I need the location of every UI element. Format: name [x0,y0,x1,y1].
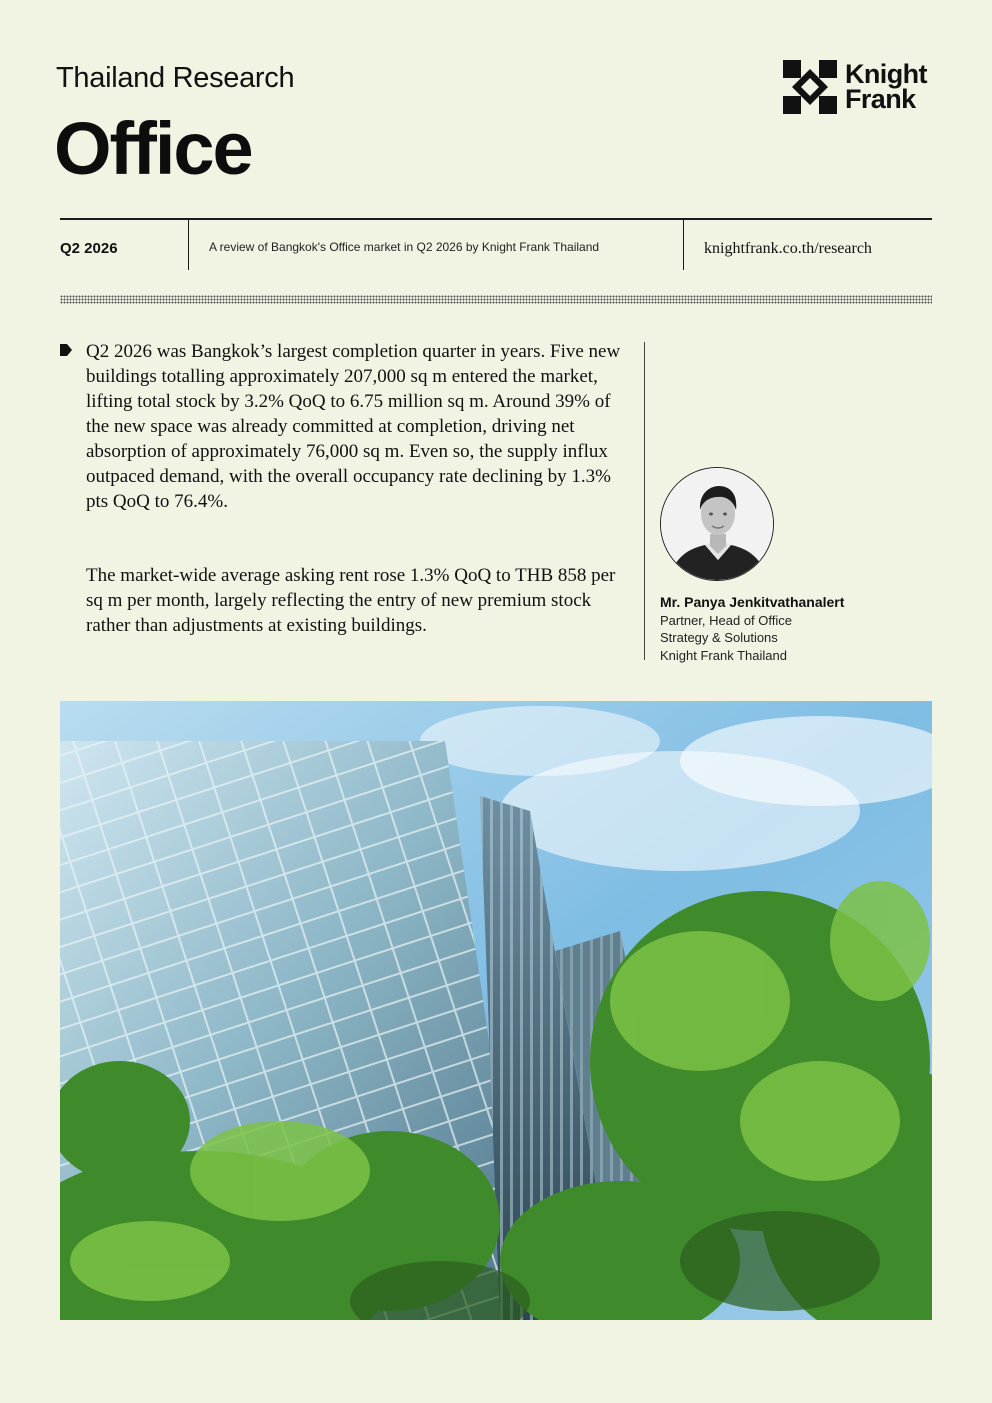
meta-divider [188,220,189,270]
research-website-link[interactable]: knightfrank.co.th/research [704,240,872,257]
logo-mark-icon [783,60,837,114]
dotted-divider [60,295,932,304]
author-name: Mr. Panya Jenkitvathanalert [660,594,845,610]
series-label: Thailand Research [56,62,295,94]
document-title: Office [54,107,252,190]
summary-paragraph: Q2 2026 was Bangkok’s largest completion quarter in years. Five new buildings totalling approximately 207,000 sq m entered the market, lifting total stock by 3.2% QoQ to 6.75 million sq m. Around 39% of the new space was already committed at completion, driving net absorption of approximately 76,000 sq m. Even so, the supply influx outpaced demand, with the overall occupancy rate declining by 1.3% pts QoQ to 76.4%. [86,341,621,512]
author-portrait [660,467,774,581]
knight-frank-logo [783,58,933,116]
author-title: Strategy & Solutions [660,630,778,645]
logo-word-knight: Knight [845,59,927,89]
logo-word-frank: Frank [845,84,916,114]
column-divider [644,342,645,660]
header-rule [60,218,932,220]
bullet-arrow-icon [60,344,72,356]
author-title: Partner, Head of Office [660,613,792,628]
report-quarter: Q2 2026 [60,240,118,257]
summary-paragraph: The market-wide average asking rent rose 1.3% QoQ to THB 858 per sq m per month, largely reflecting the entry of new premium stock rather than adjustments at existing buildings. [86,565,616,636]
author-company: Knight Frank Thailand [660,648,787,663]
office-tower-photo [60,701,932,1320]
meta-divider [683,220,684,270]
report-tagline: A review of Bangkok's Office market in Q2 2026 by Knight Frank Thailand [209,240,600,254]
